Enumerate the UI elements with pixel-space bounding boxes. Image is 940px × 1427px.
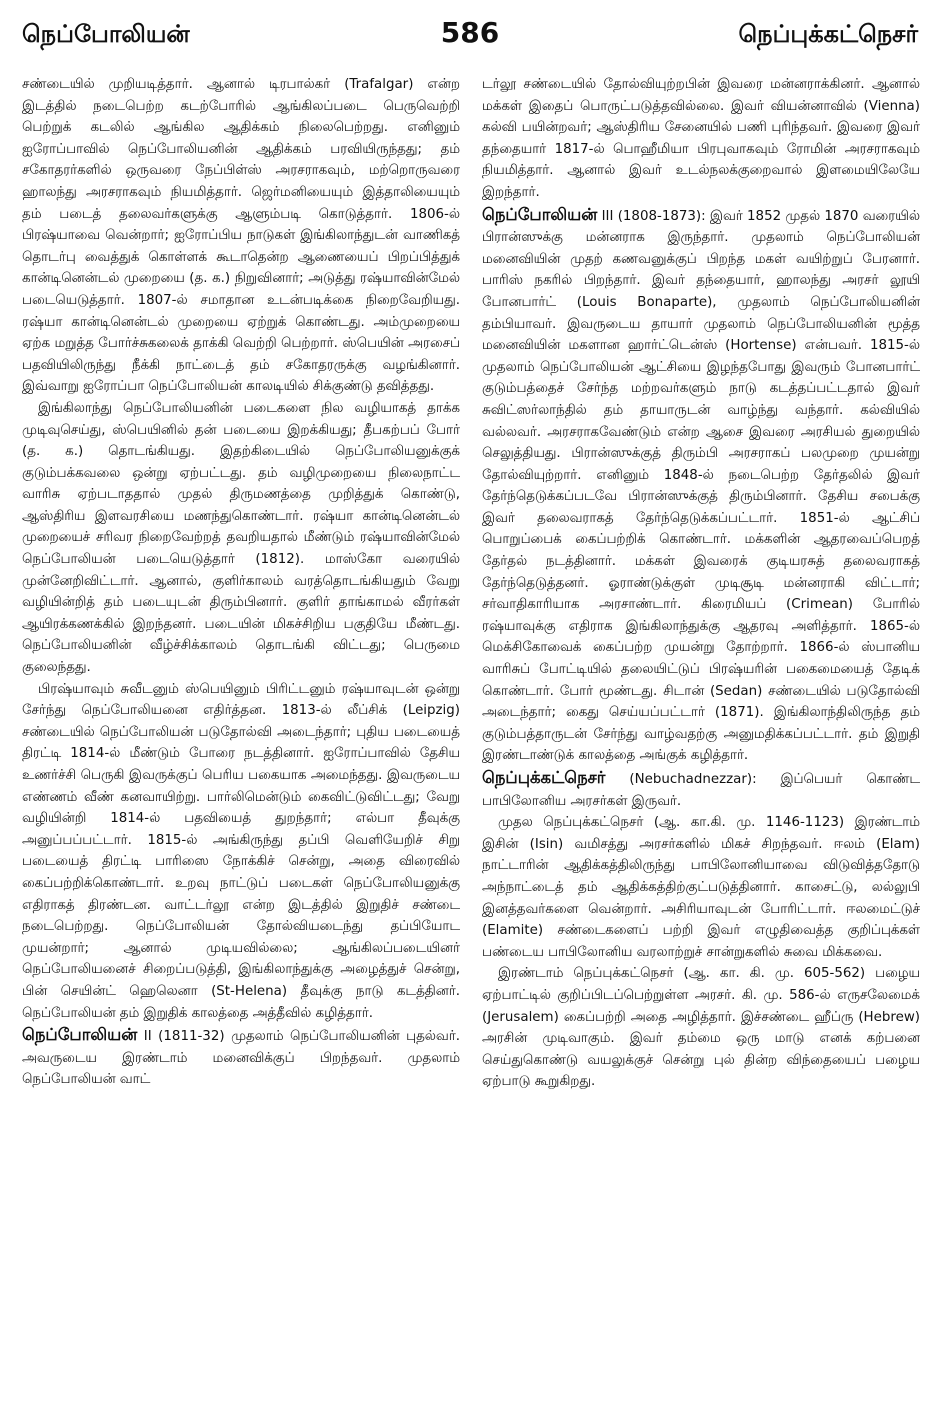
entry-napoleon-ii-text: II (1811-32) முதலாம் நெப்போலியனின் புதல்வர். அவருடைய இரண்டாம் மனைவிக்குப் பிறந்தவர். முதலாம் நெப்போலியன் வாட் bbox=[22, 1029, 460, 1088]
paragraph-napoleon-i-downfall: பிரஷ்யாவும் சுவீடனும் ஸ்பெயினும் பிரிட்டனும் ரஷ்யாவுடன் ஒன்று சேர்ந்து நெப்போலியனை எதிர்த்தன. 1813-ல் லீப்சிக் (Leipzig) சண்டையில் நெப்போலியன் படுதோல்வி அடைந்தார்; புதிய படையைத் திரட்டி 1814-ல் மீண்டும் போரை நடத்தினார். ஐரோப்பாவில் தேசிய உணர்ச்சி பெருகி இவருக்குப் பெரிய பகையாக அமைந்தது. இவருடைய எண்ணம் வீண் கனவாயிற்று. பார்லிமென்டும் கைவிட்டுவிட்டது; வேறு வழியின்றி 1814-ல் பதவியைத் துறந்தார்; எல்பா தீவுக்கு அனுப்பப்பட்டார். 1815-ல் அங்கிருந்து தப்பி வெளியேறிச் சிறு படையைத் திரட்டி பாரிஸை நோக்கிச் சென்று, அதை விரைவில் கைப்பற்றிக்கொண்டார். உறவு நாட்டுப் படைகள் நெப்போலியனுக்கு எதிராகத் திரண்டன. வாட்டர்லூ என்ற இடத்தில் இறுதிச் சண்டை நடைபெற்றது. நெப்போலியன் தோல்வியடைந்து தப்பியோட முயன்றார்; ஆனால் முடியவில்லை; ஆங்கிலப்படையினர் நெப்போலியனைச் சிறைப்படுத்தி, இங்கிலாந்துக்கு அழைத்துச் சென்று, பின் செயின்ட் ஹெலெனா (St-Helena) தீவுக்கு நாடு கடத்தினர். நெப்போலியன் தம் இறுதிக் காலத்தை அத்தீவில் கழித்தார். bbox=[22, 681, 460, 1021]
right-column bbox=[482, 74, 920, 1414]
headword-napoleon-ii: நெப்போலியன் bbox=[22, 1025, 138, 1045]
entry-napoleon-iii-text: III (1808-1873): இவர் 1852 முதல் 1870 வரையில் பிரான்ஸுக்கு மன்னராக இருந்தார். முதலாம் நெப்போலியன் மனைவியின் முதற் கணவனுக்குப் பிறந்த மகள் வயிற்றுப் பேரனார். பாரிஸ் நகரில் பிறந்தார். இவர் தந்தையார், ஹாலந்து அரசர் லூயி போனபார்ட் (Louis Bonaparte), முதலாம் நெப்போலியனின் தம்பியாவர். இவருடைய தாயார் முதலாம் நெப்போலியனின் மூத்த மனைவியின் மகளான ஹார்ட்டென்ஸ் (Hortense) என்பவர். 1815-ல் முதலாம் நெப்போலியன் ஆட்சியை இழந்தபோது இவரும் போனபார்ட் குடும்பத்தைச் சேர்ந்த மற்றவர்களும் நாடு கடத்தப்பட்டதால் இவர் சுவிட்ஸர்லாந்தில் தம் தாயாருடன் வாழ்ந்து வந்தார். கல்வியில் வல்லவர். அரசராகவேண்டும் என்ற ஆசை இவரை அரசியல் துறையில் செலுத்தியது. பிரான்ஸுக்குத் திரும்பி அரசராகப் பலமுறை முயன்று தோல்வியுற்றார். எனினும் 1848-ல் நடைபெற்ற தேர்தலில் இவர் தேர்ந்தெடுக்கப்படவே பிரான்ஸுக்குத் திரும்பினார். தேசிய சபைக்கு இவர் தலைவராகத் தேர்ந்தெடுக்கப்பட்டார். 1851-ல் ஆட்சிப் பொறுப்பைக் கைப்பற்றிக் கொண்டார். மக்களின் ஆதரவைப்பெறத் தேர்தல் நடத்தினார். மக்கள் இவரைக் குடியரசுத் தலைவராகத் தேர்ந்தெடுத்தனர். ஓராண்டுக்குள் முடிசூடி மன்னராகி விட்டார்; சர்வாதிகாரியாக அரசாண்டார். கிரைமியப் (Crimean) போரில் ரஷ்யாவுக்கு எதிராக இங்கிலாந்துக்கு ஆதரவு அளித்தார். 1865-ல் மெக்சிகோவைக் கைப்பற்ற முயன்று தோற்றார். 1866-ல் ஸ்பானிய வாரிசுப் போட்டியில் தலையிட்டுப் பிரஷ்யரின் பகைமையைத் தேடிக் கொண்டார். போர் மூண்டது. சிடான் (Sedan) சண்டையில் படுதோல்வி அடைந்தார்; கைது செய்யப்பட்டார் (1871). இங்கிலாந்திலிருந்த தம் குடும்பத்தாருடன் சேர்ந்து வாழ்வதற்கு அனுமதிக்கப்பட்டார். தம் இறுதி இரண்டாண்டுக் காலத்தை அங்குக் கழித்தார். bbox=[482, 208, 920, 764]
entry-nebuchadnezzar bbox=[482, 767, 920, 812]
paragraph-nebuchadnezzar-i: முதல நெப்புக்கட்நெசர் (ஆ. கா.கி. மு. 1146-1123) இரண்டாம் இசின் (Isin) வமிசத்து அரசர்களில் மிகச் சிறந்தவர். ஈலம் (Elam) நாட்டாரின் ஆதிக்கத்திலிருந்து பாபிலோனியாவை விடுவித்ததோடு அந்நாட்டைத் தம் ஆதிக்கத்திற்குட்படுத்தினார். காசைட்டு, லல்லுபி இனத்தவர்களை வென்றார். அசிரியாவுடன் போரிட்டார். ஈலமைட்டுச் (Elamite) சண்டைகளைப் பற்றி இவர் எழுதிவைத்த குறிப்புக்கள் பண்டைய பாபிலோனிய வரலாற்றுச் சான்றுகளில் சுவை மிக்கவை. bbox=[482, 815, 920, 960]
running-head-right: நெப்புக்கட்நெசர் bbox=[738, 20, 918, 48]
left-column bbox=[22, 74, 460, 1414]
entry-napoleon-ii bbox=[22, 1024, 460, 1091]
entry-nebuchadnezzar-text: (Nebuchadnezzar): இப்பெயர் கொண்ட பாபிலோனிய அரசர்கள் இருவர். bbox=[482, 772, 920, 809]
running-head-left: நெப்போலியன் bbox=[22, 20, 190, 48]
paragraph-nebuchadnezzar-ii: இரண்டாம் நெப்புக்கட்நெசர் (ஆ. கா. கி. மு. 605-562) பழைய ஏற்பாட்டில் குறிப்பிடப்பெற்றுள்ள அரசர். கி. மு. 586-ல் எருசலேமைக் (Jerusalem) கைப்பற்றி அதை அழித்தார். இச்சண்டை ஹீப்ரு (Hebrew) அரசின் முடிவாகும். இவர் தம்மை ஒரு மாடு எனக் கற்பனை செய்துகொண்டு வயலுக்குச் சென்று புல் தின்ற விந்தையைப் பழைய ஏற்பாடு கூறுகிறது. bbox=[482, 966, 920, 1090]
entry-napoleon-iii bbox=[482, 204, 920, 767]
paragraph-napoleon-i-continued: சண்டையில் முறியடித்தார். ஆனால் டிரபால்கர் (Trafalgar) என்ற இடத்தில் நடைபெற்ற கடற்போரில் ஆங்கிலப்படை பெருவெற்றி பெற்றுக் கடலில் ஆங்கில ஆதிக்கம் நிலைபெற்றது. எனினும் ஐரோப்பாவில் நெப்போலியனின் ஆதிக்கம் பரவியிருந்தது; தம் சகோதரர்களில் ஒருவரை நேப்பிள்ஸ் அரசராகவும், மற்றொருவரை ஹாலந்து அரசராகவும் நியமித்தார். ஜெர்மனியையும் இத்தாலியையும் தம் படைத் தலைவர்களுக்கு ஆளும்படி கொடுத்தார். 1806-ல் பிரஷ்யாவை வென்றார்; ஐரோப்பிய நாடுகள் இங்கிலாந்துடன் வாணிகத் தொடர்பு வைத்துக் கொள்ளக் கூடாதென்ற ஆணையைப் பிறப்பித்துக் கான்டினென்டல் முறையை (த. க.) நிறுவினார்; அடுத்து ரஷ்யாவின்மேல் படையெடுத்தார். 1807-ல் சமாதான உடன்படிக்கை நிறைவேறியது. ரஷ்யா கான்டினென்டல் முறையை ஏற்றுக் கொண்டது. அம்முறையை ஏற்க மறுத்த போர்ச்சுகலைக் தாக்கி வெற்றி பெற்றார். ஸ்பெயின் அரசைப் பதவியிலிருந்து நீக்கி நாட்டைத் தம் சகோதரருக்கு வழங்கினார். இவ்வாறு ஐரோப்பா நெப்போலியன் காலடியில் சிக்குண்டு தவித்தது. bbox=[22, 77, 460, 395]
paragraph-napoleon-ii-continued: டர்லூ சண்டையில் தோல்வியுற்றபின் இவரை மன்னராக்கினர். ஆனால் மக்கள் இதைப் பொருட்படுத்தவில்லை. இவர் வியன்னாவில் (Vienna) கல்வி பயின்றவர்; ஆஸ்திரிய சேனையில் பணி புரிந்தவர். இவரை இவர் தந்தையார் 1817-ல் பொஹீமியா பிரபுவாகவும் ரோமின் அரசராகவும் நியமித்தார். ஆனால் இவர் உடல்நலக்குறைவால் இளமையிலேயே இறந்தார். bbox=[482, 77, 920, 200]
paragraph-napoleon-i-peninsular: இங்கிலாந்து நெப்போலியனின் படைகளை நில வழியாகத் தாக்க முடிவுசெய்து, ஸ்பெயினில் தன் படையை இறக்கியது; தீபகற்பப் போர் (த. க.) தொடங்கியது. இதற்கிடையில் நெப்போலியனுக்குக் குடும்பக்கவலை ஒன்று ஏற்பட்டது. தம் வழிமுறையை நிலைநாட்ட வாரிசு ஏற்படாததால் முதல் திருமணத்தை முறித்துக் கொண்டு, ஆஸ்திரிய இளவரசியை மணந்துகொண்டார். ரஷ்யா கான்டினென்டல் முறையைச் சரிவர நிறைவேற்றத் தவறியதால் மீண்டும் ரஷ்யாவின்மேல் நெப்போலியன் படையெடுத்தார் (1812). மாஸ்கோ வரையில் முன்னேறிவிட்டார். ஆனால், குளிர்காலம் வரத்தொடங்கியதும் வேறு வழியின்றித் தம் படையுடன் திரும்பினார். குளிர் தாங்காமல் வீரர்கள் ஆயிரக்கணக்கில் இறந்தனர். படையின் மிகச்சிறிய பகுதியே மீண்டது. நெப்போலியனின் வீழ்ச்சிக்காலம் தொடங்கி விட்டது; பெருமை குலைந்தது. bbox=[22, 400, 460, 676]
page-number: 586 bbox=[440, 16, 500, 49]
page-header bbox=[22, 16, 918, 60]
headword-nebuchadnezzar: நெப்புக்கட்நெசர் bbox=[482, 768, 606, 787]
headword-napoleon-iii: நெப்போலியன் bbox=[482, 204, 598, 224]
